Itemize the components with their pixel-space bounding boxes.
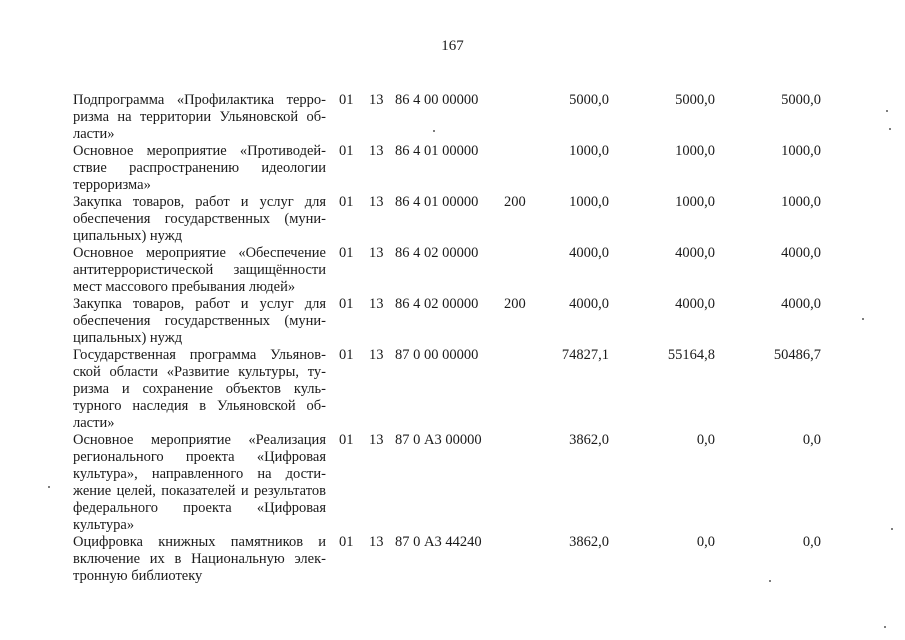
- table-row: [73, 534, 833, 585]
- row-target-article: 87 0 А3 44240: [395, 534, 482, 550]
- row-sum-1: 1000,0: [569, 143, 609, 159]
- row-section-code: 01: [339, 194, 354, 210]
- page-number: 167: [441, 38, 464, 54]
- row-name: Оцифровка книжных памятников и включение их в Национальную электронную библиотеку: [73, 534, 326, 584]
- scan-speck: [862, 318, 864, 320]
- row-section-code: 01: [339, 347, 354, 363]
- row-sum-3: 5000,0: [781, 92, 821, 108]
- row-section-code: 01: [339, 534, 354, 550]
- row-target-article: 86 4 01 00000: [395, 194, 479, 210]
- table-row: [73, 143, 833, 194]
- scan-speck: [886, 110, 888, 112]
- budget-table: [73, 92, 833, 585]
- scan-speck: [433, 130, 435, 132]
- row-sum-2: 5000,0: [675, 92, 715, 108]
- row-sum-3: 50486,7: [773, 347, 821, 363]
- row-sum-3: 4000,0: [781, 296, 821, 312]
- row-name: Подпрограмма «Профилактика терроризма на территории Ульяновской области»: [73, 92, 326, 142]
- row-target-article: 87 0 00 00000: [395, 347, 479, 363]
- row-name: Закупка товаров, работ и услуг для обеспечения государственных (муниципальных) нужд: [73, 296, 326, 346]
- scan-speck: [48, 486, 50, 488]
- row-sum-3: 1000,0: [781, 143, 821, 159]
- row-sum-2: 1000,0: [675, 194, 715, 210]
- row-subsection-code: 13: [369, 534, 384, 550]
- row-subsection-code: 13: [369, 432, 384, 448]
- row-name: Закупка товаров, работ и услуг для обеспечения государственных (муниципальных) нужд: [73, 194, 326, 244]
- table-row: [73, 194, 833, 245]
- table-row: [73, 432, 833, 534]
- row-sum-1: 5000,0: [569, 92, 609, 108]
- row-sum-3: 1000,0: [781, 194, 821, 210]
- row-sum-1: 3862,0: [569, 432, 609, 448]
- row-target-article: 86 4 01 00000: [395, 143, 479, 159]
- row-section-code: 01: [339, 92, 354, 108]
- row-subsection-code: 13: [369, 347, 384, 363]
- row-expense-type: 200: [504, 194, 526, 210]
- row-name: Основное мероприятие «Обеспечение антитеррористической защищённости мест массового пребывания людей»: [73, 245, 326, 295]
- row-subsection-code: 13: [369, 194, 384, 210]
- row-expense-type: 200: [504, 296, 526, 312]
- row-subsection-code: 13: [369, 143, 384, 159]
- row-sum-2: 1000,0: [675, 143, 715, 159]
- row-name: Государственная программа Ульяновской области «Развитие культуры, туризма и сохранение объектов культурного наследия в Ульяновской области»: [73, 347, 326, 431]
- row-target-article: 86 4 00 00000: [395, 92, 479, 108]
- row-subsection-code: 13: [369, 92, 384, 108]
- row-sum-1: 74827,1: [561, 347, 609, 363]
- row-section-code: 01: [339, 296, 354, 312]
- row-sum-1: 4000,0: [569, 245, 609, 261]
- row-sum-3: 0,0: [802, 534, 821, 550]
- row-sum-1: 1000,0: [569, 194, 609, 210]
- row-name: Основное мероприятие «Противодействие распространению идеологии терроризма»: [73, 143, 326, 193]
- row-section-code: 01: [339, 432, 354, 448]
- row-subsection-code: 13: [369, 296, 384, 312]
- row-sum-2: 4000,0: [675, 245, 715, 261]
- row-sum-1: 3862,0: [569, 534, 609, 550]
- row-sum-3: 4000,0: [781, 245, 821, 261]
- row-target-article: 86 4 02 00000: [395, 245, 479, 261]
- row-section-code: 01: [339, 245, 354, 261]
- row-sum-2: 0,0: [696, 432, 715, 448]
- scan-speck: [769, 580, 771, 582]
- row-name: Основное мероприятие «Реализация регионального проекта «Цифровая культура», направленного на достижение целей, показателей и результатов федерального проекта «Цифровая культура»: [73, 432, 326, 533]
- row-target-article: 87 0 А3 00000: [395, 432, 482, 448]
- row-section-code: 01: [339, 143, 354, 159]
- row-sum-1: 4000,0: [569, 296, 609, 312]
- table-row: [73, 296, 833, 347]
- row-sum-2: 0,0: [696, 534, 715, 550]
- scan-speck: [891, 528, 893, 530]
- row-sum-3: 0,0: [802, 432, 821, 448]
- table-row: [73, 245, 833, 296]
- row-sum-2: 4000,0: [675, 296, 715, 312]
- row-subsection-code: 13: [369, 245, 384, 261]
- row-sum-2: 55164,8: [667, 347, 715, 363]
- scan-speck: [889, 128, 891, 130]
- row-target-article: 86 4 02 00000: [395, 296, 479, 312]
- table-row: [73, 92, 833, 143]
- table-row: [73, 347, 833, 432]
- scan-speck: [884, 626, 886, 628]
